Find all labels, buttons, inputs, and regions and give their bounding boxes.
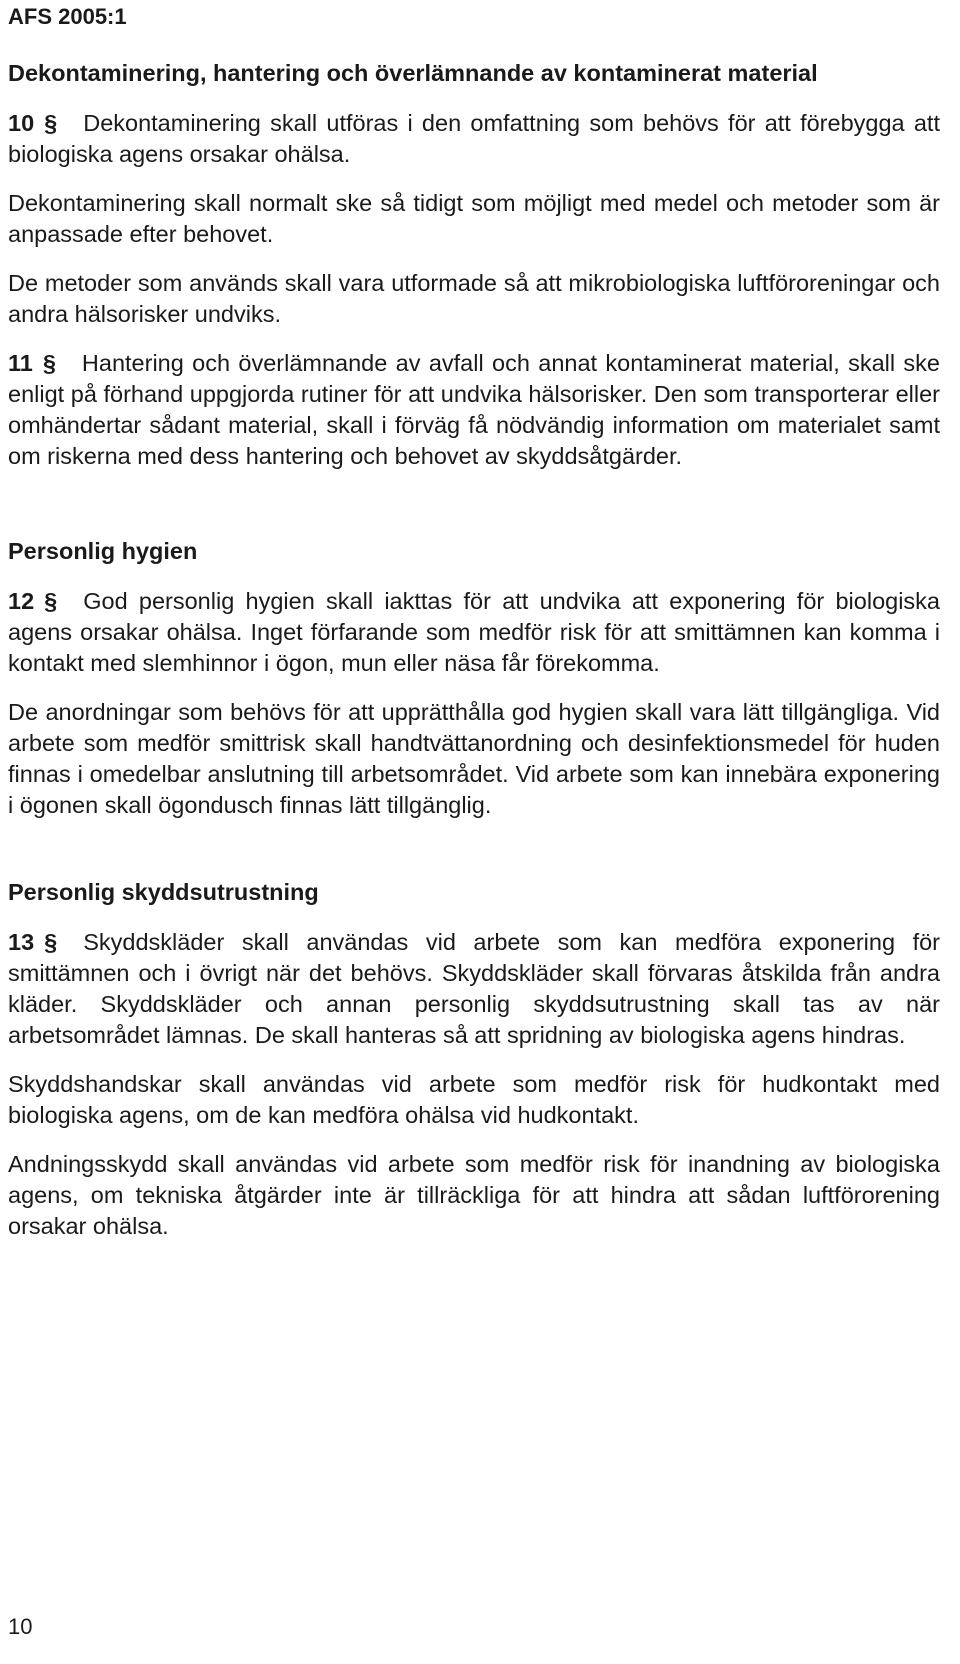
section-heading-personlig-skyddsutrustning: Personlig skyddsutrustning (8, 879, 319, 905)
paragraph-text: Skyddskläder skall användas vid arbete som kan medföra exponering för smittämnen och i övrigt när det behövs. Skyddskläder skall förvaras åtskilda från andra kläder. Skyddskläder och annan personlig skyddsutrustning skall tas av när arbetsområdet lämnas. De skall hanteras så att spridning av biologiska agens hindras. (8, 929, 940, 1048)
paragraph-13 (8, 927, 940, 1051)
section-symbol: § (44, 588, 58, 614)
paragraph-number: 13 (8, 929, 35, 955)
section-symbol: § (44, 110, 58, 136)
paragraph-text: Dekontaminering skall utföras i den omfattning som behövs för att förebygga att biologiska agens orsakar ohälsa. (8, 110, 940, 167)
paragraph-11 (8, 348, 940, 472)
paragraph-number: 10 (8, 110, 35, 136)
paragraph-text-block: De metoder som används skall vara utformade så att mikrobiologiska luftföroreningar och andra hälsorisker undviks. (8, 270, 940, 327)
paragraph-10 (8, 108, 940, 170)
paragraph-text: Hantering och överlämnande av avfall och annat kontaminerat material, skall ske enligt på förhand uppgjorda rutiner för att undvika hälsorisker. Den som transporterar eller omhändertar sådant material, skall i förväg få nödvändig information om materialet samt om riskerna med dess hantering och behovet av skyddsåtgärder. (8, 350, 940, 469)
paragraph-text-block: Andningsskydd skall användas vid arbete som medför risk för inandning av biologiska agens, om tekniska åtgärder inte är tillräckliga för att hindra att sådan luftförorening orsakar ohälsa. (8, 1151, 940, 1239)
paragraph-text-block: Skyddshandskar skall användas vid arbete som medför risk för hudkontakt med biologiska agens, om de kan medföra ohälsa vid hudkontakt. (8, 1071, 940, 1128)
paragraph-text-block: De anordningar som behövs för att upprätthålla god hygien skall vara lätt tillgängliga. Vid arbete som medför smittrisk skall handtvättanordning och desinfektionsmedel för huden finnas i omedelbar anslutning till arbetsområdet. Vid arbete som kan innebära exponering i ögonen skall ögondusch finnas lätt tillgänglig. (8, 699, 940, 818)
document-code: AFS 2005:1 (8, 4, 127, 29)
section-symbol: § (44, 929, 58, 955)
paragraph-number: 11 (8, 350, 33, 376)
paragraph-number: 12 (8, 588, 35, 614)
paragraph-text-block: Dekontaminering skall normalt ske så tidigt som möjligt med medel och metoder som är anpassade efter behovet. (8, 190, 940, 247)
page-number: 10 (8, 1614, 33, 1639)
section-heading-dekontaminering: Dekontaminering, hantering och överlämnande av kontaminerat material (8, 60, 818, 86)
paragraph-12 (8, 586, 940, 679)
section-symbol: § (42, 350, 56, 376)
section-heading-personlig-hygien: Personlig hygien (8, 538, 198, 564)
document-body (8, 58, 940, 1260)
paragraph-text: God personlig hygien skall iakttas för att undvika att exponering för biologiska agens orsakar ohälsa. Inget förfarande som medför risk för att smittämnen kan komma i kontakt med slemhinnor i ögon, mun eller näsa får förekomma. (8, 588, 940, 676)
